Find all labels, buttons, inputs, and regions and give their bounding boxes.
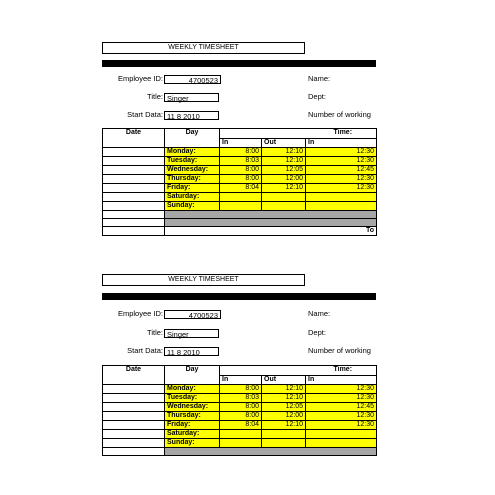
- in2-cell[interactable]: 12:30: [306, 157, 377, 166]
- in-cell[interactable]: [220, 430, 262, 439]
- in-cell[interactable]: 8:03: [220, 157, 262, 166]
- date-cell[interactable]: [103, 448, 165, 456]
- date-header: Date: [103, 366, 165, 385]
- time-header: Time:: [220, 129, 377, 139]
- in2-cell[interactable]: 12:30: [306, 148, 377, 157]
- sheet-title: WEEKLY TIMESHEET: [102, 274, 305, 286]
- date-header: Date: [103, 129, 165, 148]
- title-field[interactable]: Singer: [164, 93, 219, 102]
- in-header: In: [220, 375, 262, 385]
- in2-cell[interactable]: 12:30: [306, 175, 377, 184]
- employee-id-field[interactable]: 4700523: [164, 310, 221, 319]
- day-cell: Tuesday:: [165, 157, 220, 166]
- total-label: To: [165, 227, 377, 236]
- name-label: Name:: [308, 309, 331, 318]
- date-cell[interactable]: [103, 403, 165, 412]
- title-label: Title:: [147, 92, 163, 101]
- in2-header: In: [306, 375, 377, 385]
- out-cell[interactable]: 12:05: [262, 403, 306, 412]
- table-row: [103, 403, 377, 412]
- in2-header: In: [306, 138, 377, 148]
- day-cell: Saturday:: [165, 430, 220, 439]
- out-header: Out: [262, 375, 306, 385]
- out-cell[interactable]: 12:10: [262, 421, 306, 430]
- table-row: [103, 430, 377, 439]
- table-row: [103, 421, 377, 430]
- in-cell[interactable]: 8:00: [220, 412, 262, 421]
- day-cell: Wednesday:: [165, 403, 220, 412]
- day-cell: Sunday:: [165, 202, 220, 211]
- working-days-label: Number of working: [308, 110, 371, 119]
- day-header: Day: [165, 129, 220, 148]
- title-field[interactable]: Singer: [164, 329, 219, 338]
- in2-cell[interactable]: [306, 430, 377, 439]
- start-date-label: Start Data:: [127, 346, 163, 355]
- table-row: [103, 394, 377, 403]
- day-cell: Saturday:: [165, 193, 220, 202]
- in2-cell[interactable]: 12:30: [306, 184, 377, 193]
- in-cell[interactable]: 8:00: [220, 385, 262, 394]
- name-label: Name:: [308, 74, 331, 83]
- day-cell: Wednesday:: [165, 166, 220, 175]
- out-cell[interactable]: 12:05: [262, 166, 306, 175]
- table-row: [103, 412, 377, 421]
- shaded-cell: [165, 448, 377, 456]
- title-label: Title:: [147, 328, 163, 337]
- out-cell[interactable]: 12:00: [262, 412, 306, 421]
- header-bar: [102, 293, 376, 300]
- out-cell[interactable]: 12:10: [262, 385, 306, 394]
- in2-cell[interactable]: 12:30: [306, 421, 377, 430]
- out-cell[interactable]: 12:10: [262, 157, 306, 166]
- in2-cell[interactable]: 12:30: [306, 394, 377, 403]
- employee-id-label: Employee ID:: [117, 74, 163, 83]
- in2-cell[interactable]: 12:30: [306, 385, 377, 394]
- dept-label: Dept:: [308, 328, 326, 337]
- day-cell: Thursday:: [165, 175, 220, 184]
- out-cell[interactable]: 12:10: [262, 148, 306, 157]
- day-cell: Friday:: [165, 421, 220, 430]
- in-cell[interactable]: [220, 439, 262, 448]
- out-header: Out: [262, 138, 306, 148]
- shaded-row: [103, 448, 377, 456]
- day-header: Day: [165, 366, 220, 385]
- employee-id-field[interactable]: 4700523: [164, 75, 221, 84]
- time-header: Time:: [220, 366, 377, 376]
- time-table: [102, 365, 377, 456]
- out-cell[interactable]: [262, 439, 306, 448]
- date-cell[interactable]: [103, 430, 165, 439]
- out-cell[interactable]: [262, 430, 306, 439]
- table-row: [103, 385, 377, 394]
- start-date-field[interactable]: 11 8 2010: [164, 111, 219, 120]
- in-cell[interactable]: 8:00: [220, 166, 262, 175]
- table-row: [103, 439, 377, 448]
- day-cell: Sunday:: [165, 439, 220, 448]
- start-date-field[interactable]: 11 8 2010: [164, 347, 219, 356]
- out-cell[interactable]: 12:10: [262, 394, 306, 403]
- in-cell[interactable]: 8:04: [220, 421, 262, 430]
- day-cell: Friday:: [165, 184, 220, 193]
- in-cell[interactable]: 8:00: [220, 148, 262, 157]
- date-cell[interactable]: [103, 439, 165, 448]
- out-cell[interactable]: 12:00: [262, 175, 306, 184]
- day-cell: Tuesday:: [165, 394, 220, 403]
- date-cell[interactable]: [103, 421, 165, 430]
- employee-id-label: Employee ID:: [117, 309, 163, 318]
- in-cell[interactable]: 8:00: [220, 175, 262, 184]
- in-cell[interactable]: 8:03: [220, 394, 262, 403]
- in2-cell[interactable]: 12:30: [306, 412, 377, 421]
- out-cell[interactable]: 12:10: [262, 184, 306, 193]
- dept-label: Dept:: [308, 92, 326, 101]
- day-cell: Monday:: [165, 148, 220, 157]
- in2-cell[interactable]: 12:45: [306, 166, 377, 175]
- day-cell: Monday:: [165, 385, 220, 394]
- day-cell: Thursday:: [165, 412, 220, 421]
- working-days-label: Number of working: [308, 346, 371, 355]
- date-cell[interactable]: [103, 412, 165, 421]
- in-cell[interactable]: 8:04: [220, 184, 262, 193]
- date-cell[interactable]: [103, 394, 165, 403]
- in2-cell[interactable]: 12:45: [306, 403, 377, 412]
- date-cell[interactable]: [103, 385, 165, 394]
- in2-cell[interactable]: [306, 439, 377, 448]
- in-header: In: [220, 138, 262, 148]
- start-date-label: Start Data:: [127, 110, 163, 119]
- in-cell[interactable]: 8:00: [220, 403, 262, 412]
- sheet-title: WEEKLY TIMESHEET: [102, 42, 305, 54]
